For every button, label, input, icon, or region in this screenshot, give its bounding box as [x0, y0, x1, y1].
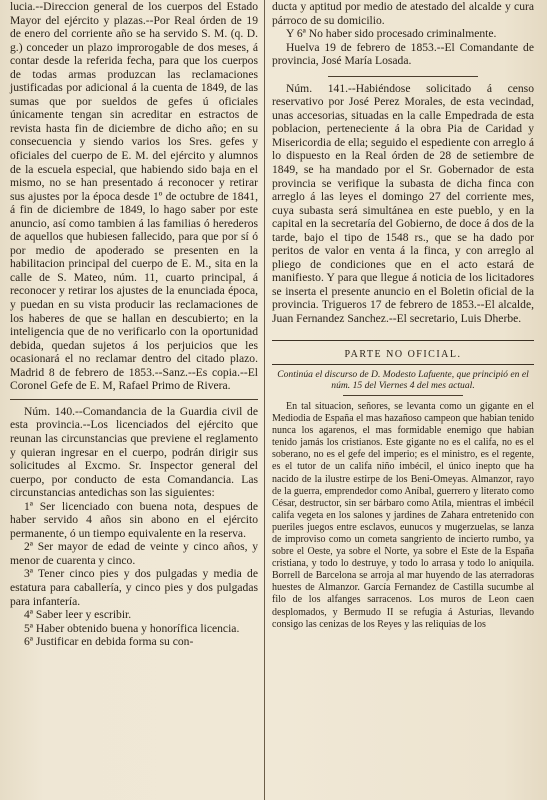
huelva-signature: Huelva 19 de febrero de 1853.--El Comandante de provincia, José María Losada.: [272, 40, 534, 68]
left-column: [10, 0, 258, 649]
conduct-continuation: ducta y aptitud por medio de atestado del alcalde y cura párroco de su domicilio.: [272, 0, 534, 27]
continuation-note: Continúa el discurso de D. Modesto Lafuente, que principió en el núm. 15 del Viernes 4 del mes actual.: [277, 368, 529, 391]
requirement-final: Y 6ª No haber sido procesado criminalmente.: [286, 27, 497, 41]
estado-mayor-notice: lucia.--Direccion general de los cuerpos del Estado Mayor del ejército y plazas.--Por Real órden de 19 de enero del corriente año se ha servido S. M. (q. D. g.) conceder un plazo improrogable de dos meses, á contar desde la referida fecha, para que los cuerpos de todas armas produzcan las reclamaciones justificadas por adicional á la cuenta de 1849, de las sumas que por sueldos de gefes ú oficiales únicamente tengan sin acreditar en estractos de revista hasta fin de diciembre de dicho año; en su consecuencia y siendo varios los Sres. gefes y oficiales del cuerpo de E. M. del ejército y alumnos de la escuela especial, que habiendo sido baja en el mismo, no se han presentado á reconocer y retirar sus ajustes por la época desde 1º de octubre de 1841, á fin de diciembre de 1849, lo hago saber por este anuncio, así como tambien á las familias ó herederos de aquellos que hubiesen fallecido, para que por sí ó por medio de apoderado se presenten en la habilitacion principal del cuerpo de E. M., sita en la calle de S. Mateo, núm. 11, cuarto principal, á reconocer y retirar los ajustes de la enunciada época, y puedan en su vista producir las reclamaciones de los haberes de que se hallan en descubierto; en la inteligencia que de no verificarlo con la oportunidad debida, quedan sujetos á los perjuicios que les ocasionará el no reclamar dentro del citado plazo. Madrid 8 de febrero de 1853.--Sanz.--Es copia.--El Coronel Gefe de E. M, Rafael Primo de Rivera.: [10, 0, 258, 393]
requirement-item: 4ª Saber leer y escribir.: [24, 608, 132, 622]
guardia-civil-notice: Núm. 140.--Comandancia de la Guardia civil de esta provincia.--Los licenciados del ejército que reunan las circunstancias que previene el reglamento y quieran ingresar en el cuerpo, podrán dirigir sus solicitudes al Excmo. Sr. Inspector general del cuerpo, por conducto de esta Comandancia. Las circunstancias antedichas son las siguientes:: [10, 404, 258, 500]
requirement-item: 5ª Haber obtenido buena y honorífica licencia.: [24, 621, 240, 635]
requirement-item: 6ª Justificar en debida forma su con-: [24, 635, 194, 649]
lafuente-discourse: En tal situacion, señores, se levanta como un gigante en el Mediodia de España el mas hazañoso campeon que habian tenido nunca los agarenos, el mas formidable enemigo que habian tenido jamás los cristianos. Este gigante no es el califa, no es el soberano, no es el gefe del imperio; es el ministro, es el regente, es el tutor de un califa niño imbécil, el único inepto que ha nacido de la ilustre estirpe de los Beni-Omeyas. Almanzor, rayo de la guerra, emprendedor como Aníbal, guerrero y literato como César, destructor, sin ser bárbaro como Atila, mientras el imbécil califa vegeta en los salones y jardines de Zahara entretenido con pueriles juegos entre esclavos, eunucos y mugerzuelas, se lanza de improviso como un cometa sangriento de incierto rumbo, ya sobre el Oeste, ya sobre el Norte, ya sobre el Este de la España cristiana, y todo lo destruye, y todo lo arrasa y todo lo aniquila. Borrell de Barcelona se arroja al mar huyendo de las aterradoras huestes de Almanzor. García Fernandez de Castilla sucumbe al filo de los alfanges sarracenos. Los muros de Leon caen desplomados, y Bermudo II se refugia á Asturias, llevando consigo las cenizas de los Reyes y las reliquias de los: [272, 400, 534, 630]
trigueros-notice: Núm. 141.--Habiéndose solicitado á censo reservativo por José Perez Morales, de esta vecindad, unas accesorias, situadas en la calle Empedrada de esta poblacion, perteneciente á la obra Pia de Caridad y Misericordia de ella; seguido el espediente con arreglo á lo dispuesto en la Real órden de 28 de setiembre de 1849, se ha mandado por el Sr. Gobernador de esta provincia se verifique la subasta de dicha finca con arreglo á las leyes el domingo 27 del corriente mes, cuya subasta será simultánea en este pueblo, y en la capital en la secretaría del Gobierno, de doce á dos de la tarde, bajo el tipo de 1548 rs., que se ha dado por peritos de valor en venta á la finca, y con arreglo al pliego de condiciones que en el acto estará de manifiesto. Y para que llegue á noticia de los licitadores se inserta el presente anuncio en el Boletin oficial de la provincia. Trigueros 17 de febrero de 1853.--El alcalde, Juan Fernandez Sanchez.--El secretario, Luis Dherbe.: [272, 81, 534, 326]
requirement-item: 3ª Tener cinco pies y dos pulgadas y media de estatura para caballería, y cinco pies y dos pulgadas para infantería.: [10, 567, 258, 608]
right-column: [272, 0, 534, 631]
section-title: PARTE NO OFICIAL.: [344, 348, 462, 360]
section-header: [272, 340, 534, 365]
requirement-item: 2ª Ser mayor de edad de veinte y cinco años, y menor de cuarenta y cinco.: [10, 540, 258, 567]
requirement-item: 1ª Ser licenciado con buena nota, despues de haber servido 4 años sin abono en el ejército permanente, ó un tiempo equivalente en la reserva.: [10, 499, 258, 540]
column-divider: [264, 0, 265, 800]
